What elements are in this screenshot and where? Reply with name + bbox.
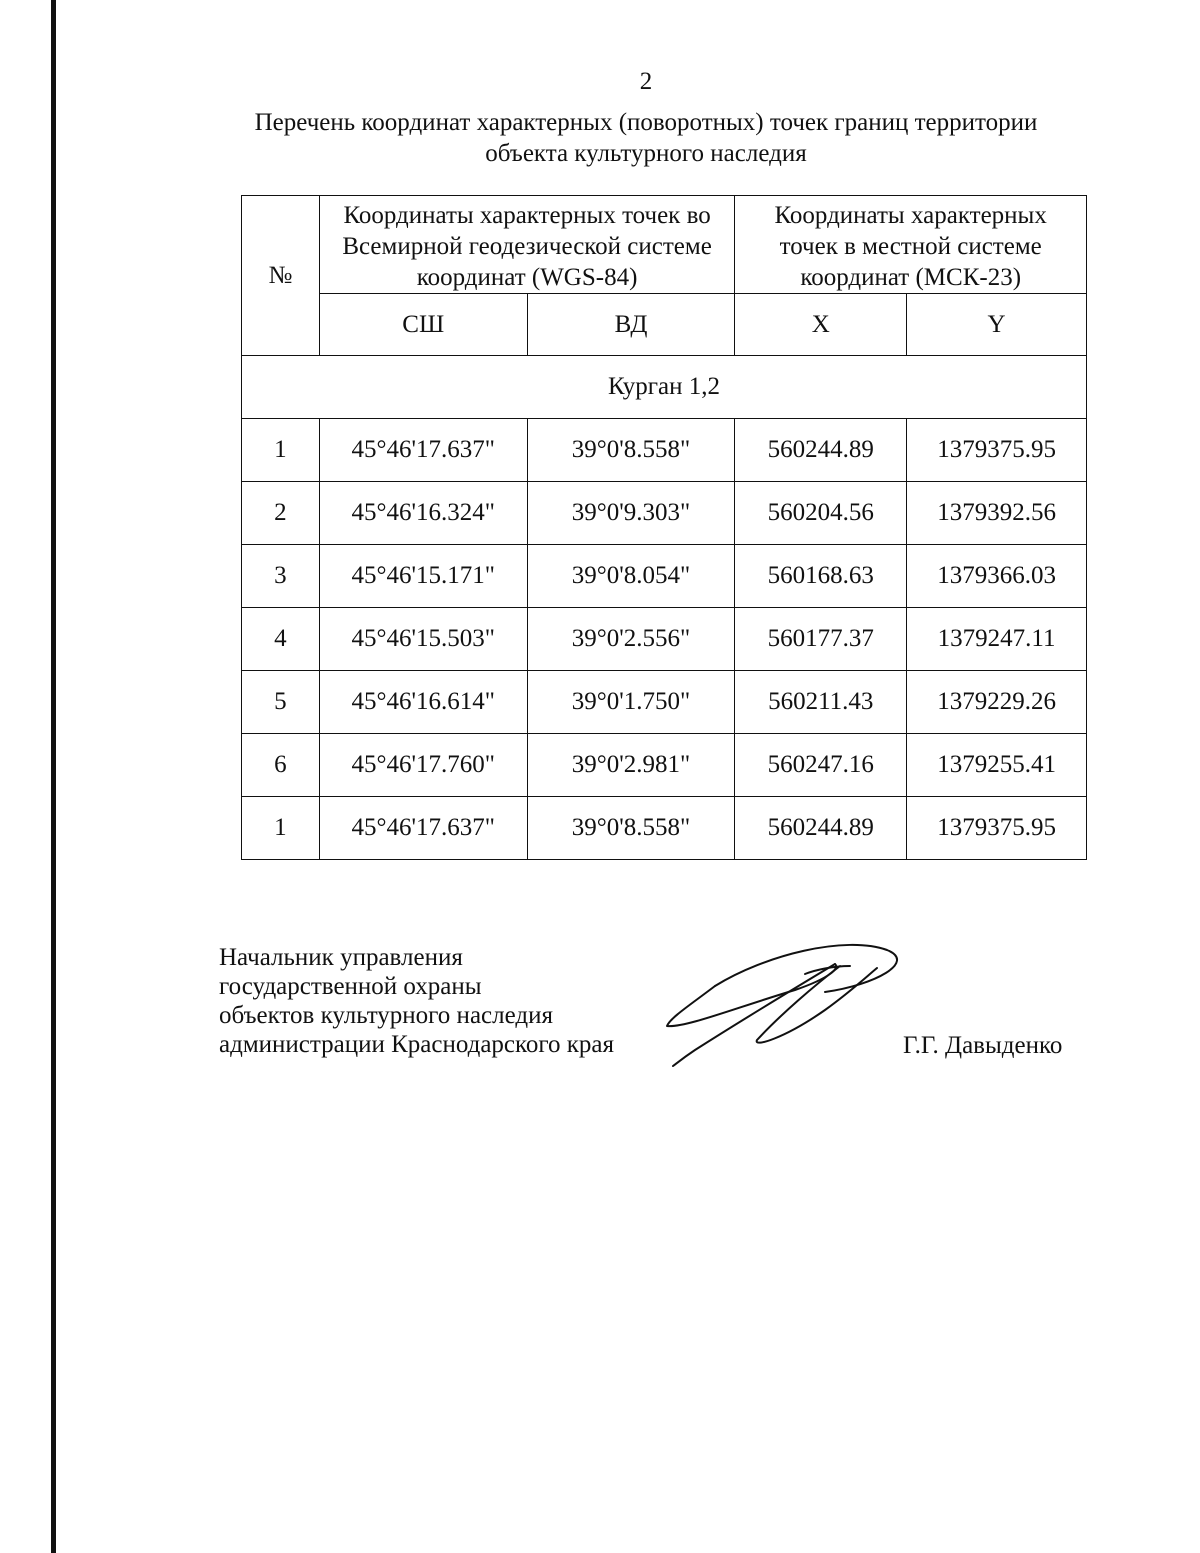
table-row bbox=[242, 671, 1087, 734]
row-lon-cell: 39°0'2.981" bbox=[527, 734, 735, 797]
document-title bbox=[200, 107, 1092, 169]
row-number-cell: 1 bbox=[242, 797, 320, 860]
row-y-cell: 1379392.56 bbox=[907, 482, 1087, 545]
row-y-cell: 1379229.26 bbox=[907, 671, 1087, 734]
signatory-position-line-3: объектов культурного наследия bbox=[219, 1002, 553, 1029]
row-x-cell: 560211.43 bbox=[735, 671, 907, 734]
header-wgs84-line-2: Всемирной геодезической системе bbox=[342, 233, 712, 260]
row-lat-cell: 45°46'15.171" bbox=[319, 545, 527, 608]
header-lon-cell: ВД bbox=[527, 294, 735, 356]
table-header-row-2 bbox=[242, 294, 1087, 356]
header-lat-cell: СШ bbox=[319, 294, 527, 356]
row-y-cell: 1379375.95 bbox=[907, 797, 1087, 860]
table-row bbox=[242, 545, 1087, 608]
row-lat-cell: 45°46'16.614" bbox=[319, 671, 527, 734]
row-lat-cell: 45°46'17.760" bbox=[319, 734, 527, 797]
coordinates-table bbox=[241, 195, 1087, 860]
document-title-line-2: объекта культурного наследия bbox=[485, 140, 807, 167]
row-x-cell: 560204.56 bbox=[735, 482, 907, 545]
header-msk23-line-3: координат (МСК-23) bbox=[800, 264, 1022, 291]
row-x-cell: 560244.89 bbox=[735, 419, 907, 482]
header-number-cell: № bbox=[242, 196, 320, 356]
row-lon-cell: 39°0'8.054" bbox=[527, 545, 735, 608]
header-msk23-line-2: точек в местной системе bbox=[779, 233, 1042, 260]
row-number-cell: 4 bbox=[242, 608, 320, 671]
row-lon-cell: 39°0'8.558" bbox=[527, 797, 735, 860]
signatory-position-line-1: Начальник управления bbox=[219, 944, 463, 971]
handwritten-signature bbox=[655, 930, 915, 1075]
row-lon-cell: 39°0'1.750" bbox=[527, 671, 735, 734]
row-x-cell: 560247.16 bbox=[735, 734, 907, 797]
table-header-row-1 bbox=[242, 196, 1087, 294]
row-lon-cell: 39°0'8.558" bbox=[527, 419, 735, 482]
row-lat-cell: 45°46'15.503" bbox=[319, 608, 527, 671]
row-lon-cell: 39°0'9.303" bbox=[527, 482, 735, 545]
row-y-cell: 1379375.95 bbox=[907, 419, 1087, 482]
row-number-cell: 1 bbox=[242, 419, 320, 482]
row-number-cell: 6 bbox=[242, 734, 320, 797]
header-wgs84-line-1: Координаты характерных точек во bbox=[343, 202, 711, 229]
row-number-cell: 3 bbox=[242, 545, 320, 608]
row-x-cell: 560177.37 bbox=[735, 608, 907, 671]
row-y-cell: 1379255.41 bbox=[907, 734, 1087, 797]
header-wgs84-line-3: координат (WGS-84) bbox=[416, 264, 638, 291]
row-y-cell: 1379366.03 bbox=[907, 545, 1087, 608]
page-number: 2 bbox=[639, 68, 653, 95]
header-msk23-line-1: Координаты характерных bbox=[774, 202, 1047, 229]
table-row bbox=[242, 608, 1087, 671]
row-x-cell: 560244.89 bbox=[735, 797, 907, 860]
header-msk23-group bbox=[735, 196, 1087, 294]
row-lat-cell: 45°46'17.637" bbox=[319, 797, 527, 860]
row-number-cell: 5 bbox=[242, 671, 320, 734]
row-lon-cell: 39°0'2.556" bbox=[527, 608, 735, 671]
row-lat-cell: 45°46'16.324" bbox=[319, 482, 527, 545]
row-number-cell: 2 bbox=[242, 482, 320, 545]
table-row bbox=[242, 797, 1087, 860]
row-y-cell: 1379247.11 bbox=[907, 608, 1087, 671]
table-group-row bbox=[242, 356, 1087, 419]
row-x-cell: 560168.63 bbox=[735, 545, 907, 608]
table-row bbox=[242, 419, 1087, 482]
header-wgs84-group bbox=[319, 196, 735, 294]
signatory-position-line-4: администрации Краснодарского края bbox=[219, 1031, 615, 1058]
header-x-cell: X bbox=[735, 294, 907, 356]
table-row bbox=[242, 482, 1087, 545]
signatory-position-line-2: государственной охраны bbox=[219, 973, 482, 1000]
header-y-cell: Y bbox=[907, 294, 1087, 356]
table-row bbox=[242, 734, 1087, 797]
signatory-name: Г.Г. Давыденко bbox=[903, 1032, 1063, 1059]
document-title-line-1: Перечень координат характерных (поворотных) точек границ территории bbox=[254, 109, 1038, 136]
signatory-position bbox=[219, 943, 614, 1059]
row-lat-cell: 45°46'17.637" bbox=[319, 419, 527, 482]
group-label-cell: Курган 1,2 bbox=[242, 356, 1087, 419]
page-edge-rule bbox=[51, 0, 56, 1553]
